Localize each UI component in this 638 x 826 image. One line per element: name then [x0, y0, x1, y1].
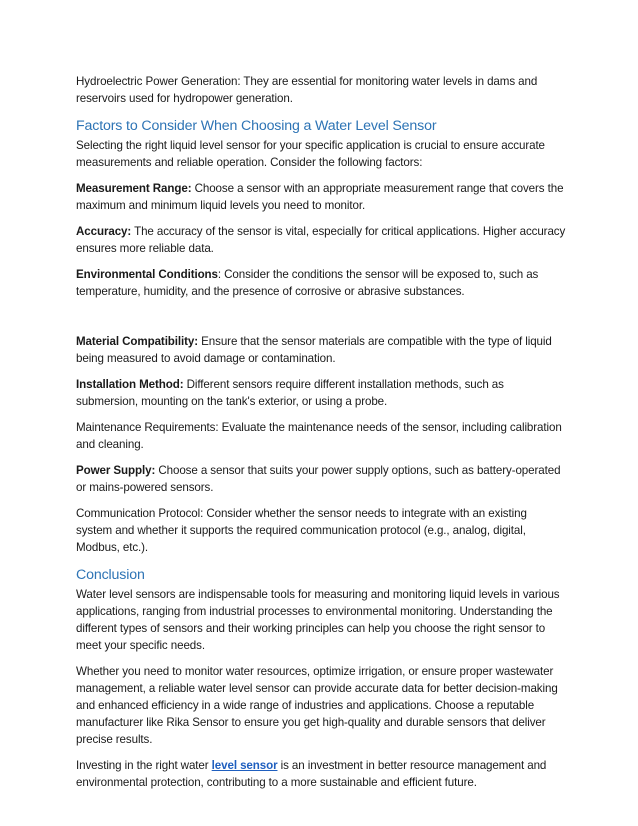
- installation-text: Different sensors require different installation methods, such as submersion, mounting on the tank's exterior, or using a probe.: [76, 378, 504, 408]
- conclusion-p3-after: is an investment in better resource management and environmental protection, contributing to a more sustainable and efficient future.: [76, 759, 547, 789]
- measurement-range-label: Measurement Range:: [76, 182, 192, 195]
- conclusion-paragraph-3: [76, 757, 566, 791]
- power-text: Choose a sensor that suits your power supply options, such as battery-operated or mains-powered sensors.: [76, 464, 561, 494]
- material-paragraph: [76, 333, 566, 367]
- environmental-paragraph: [76, 266, 566, 300]
- material-text: Ensure that the sensor materials are compatible with the type of liquid being measured to avoid damage or contamination.: [76, 335, 552, 365]
- conclusion-heading: Conclusion: [76, 567, 145, 583]
- accuracy-text: The accuracy of the sensor is vital, especially for critical applications. Higher accuracy ensures more reliable data.: [76, 225, 566, 255]
- conclusion-p3-before: Investing in the right water: [76, 759, 212, 772]
- power-label: Power Supply:: [76, 464, 156, 477]
- level-sensor-link[interactable]: level sensor: [211, 759, 278, 772]
- environmental-label: Environmental Conditions: [76, 268, 218, 281]
- installation-label: Installation Method:: [76, 378, 184, 391]
- power-paragraph: [76, 462, 566, 496]
- conclusion-paragraph-1: Water level sensors are indispensable tools for measuring and monitoring liquid levels in various applications, ranging from industrial processes to environmental monitoring. Understanding the different types of sensors and their working principles can help you choose the right sensor to meet your specific needs.: [76, 588, 560, 652]
- hydro-paragraph: Hydroelectric Power Generation: They are essential for monitoring water levels in dams and reservoirs used for hydropower generation.: [76, 75, 538, 105]
- accuracy-paragraph: [76, 223, 566, 257]
- factors-lead-paragraph: Selecting the right liquid level sensor for your specific application is crucial to ensure accurate measurements and reliable operation. Consider the following factors:: [76, 139, 545, 169]
- maintenance-paragraph: Maintenance Requirements: Evaluate the maintenance needs of the sensor, including calibration and cleaning.: [76, 421, 562, 451]
- measurement-range-text: Choose a sensor with an appropriate measurement range that covers the maximum and minimum liquid levels you need to monitor.: [76, 182, 564, 212]
- blank-gap: [76, 309, 566, 333]
- communication-paragraph: Communication Protocol: Consider whether the sensor needs to integrate with an existing system and whether it supports the required communication protocol (e.g., analog, digital, Modbus, etc.).: [76, 507, 527, 554]
- accuracy-label: Accuracy:: [76, 225, 132, 238]
- document-page: [76, 73, 566, 800]
- installation-paragraph: [76, 376, 566, 410]
- material-label: Material Compatibility:: [76, 335, 199, 348]
- environmental-text: : Consider the conditions the sensor will be exposed to, such as temperature, humidity, and the presence of corrosive or abrasive substances.: [76, 268, 539, 298]
- conclusion-paragraph-2: Whether you need to monitor water resources, optimize irrigation, or ensure proper wastewater management, a reliable water level sensor can provide accurate data for better decision-making and enhanced efficiency in a wide range of industries and applications. Choose a reputable manufacturer like Rika Sensor to ensure you get high-quality and durable sensors that deliver precise results.: [76, 665, 558, 746]
- measurement-range-paragraph: [76, 180, 566, 214]
- factors-heading: Factors to Consider When Choosing a Water Level Sensor: [76, 118, 437, 134]
